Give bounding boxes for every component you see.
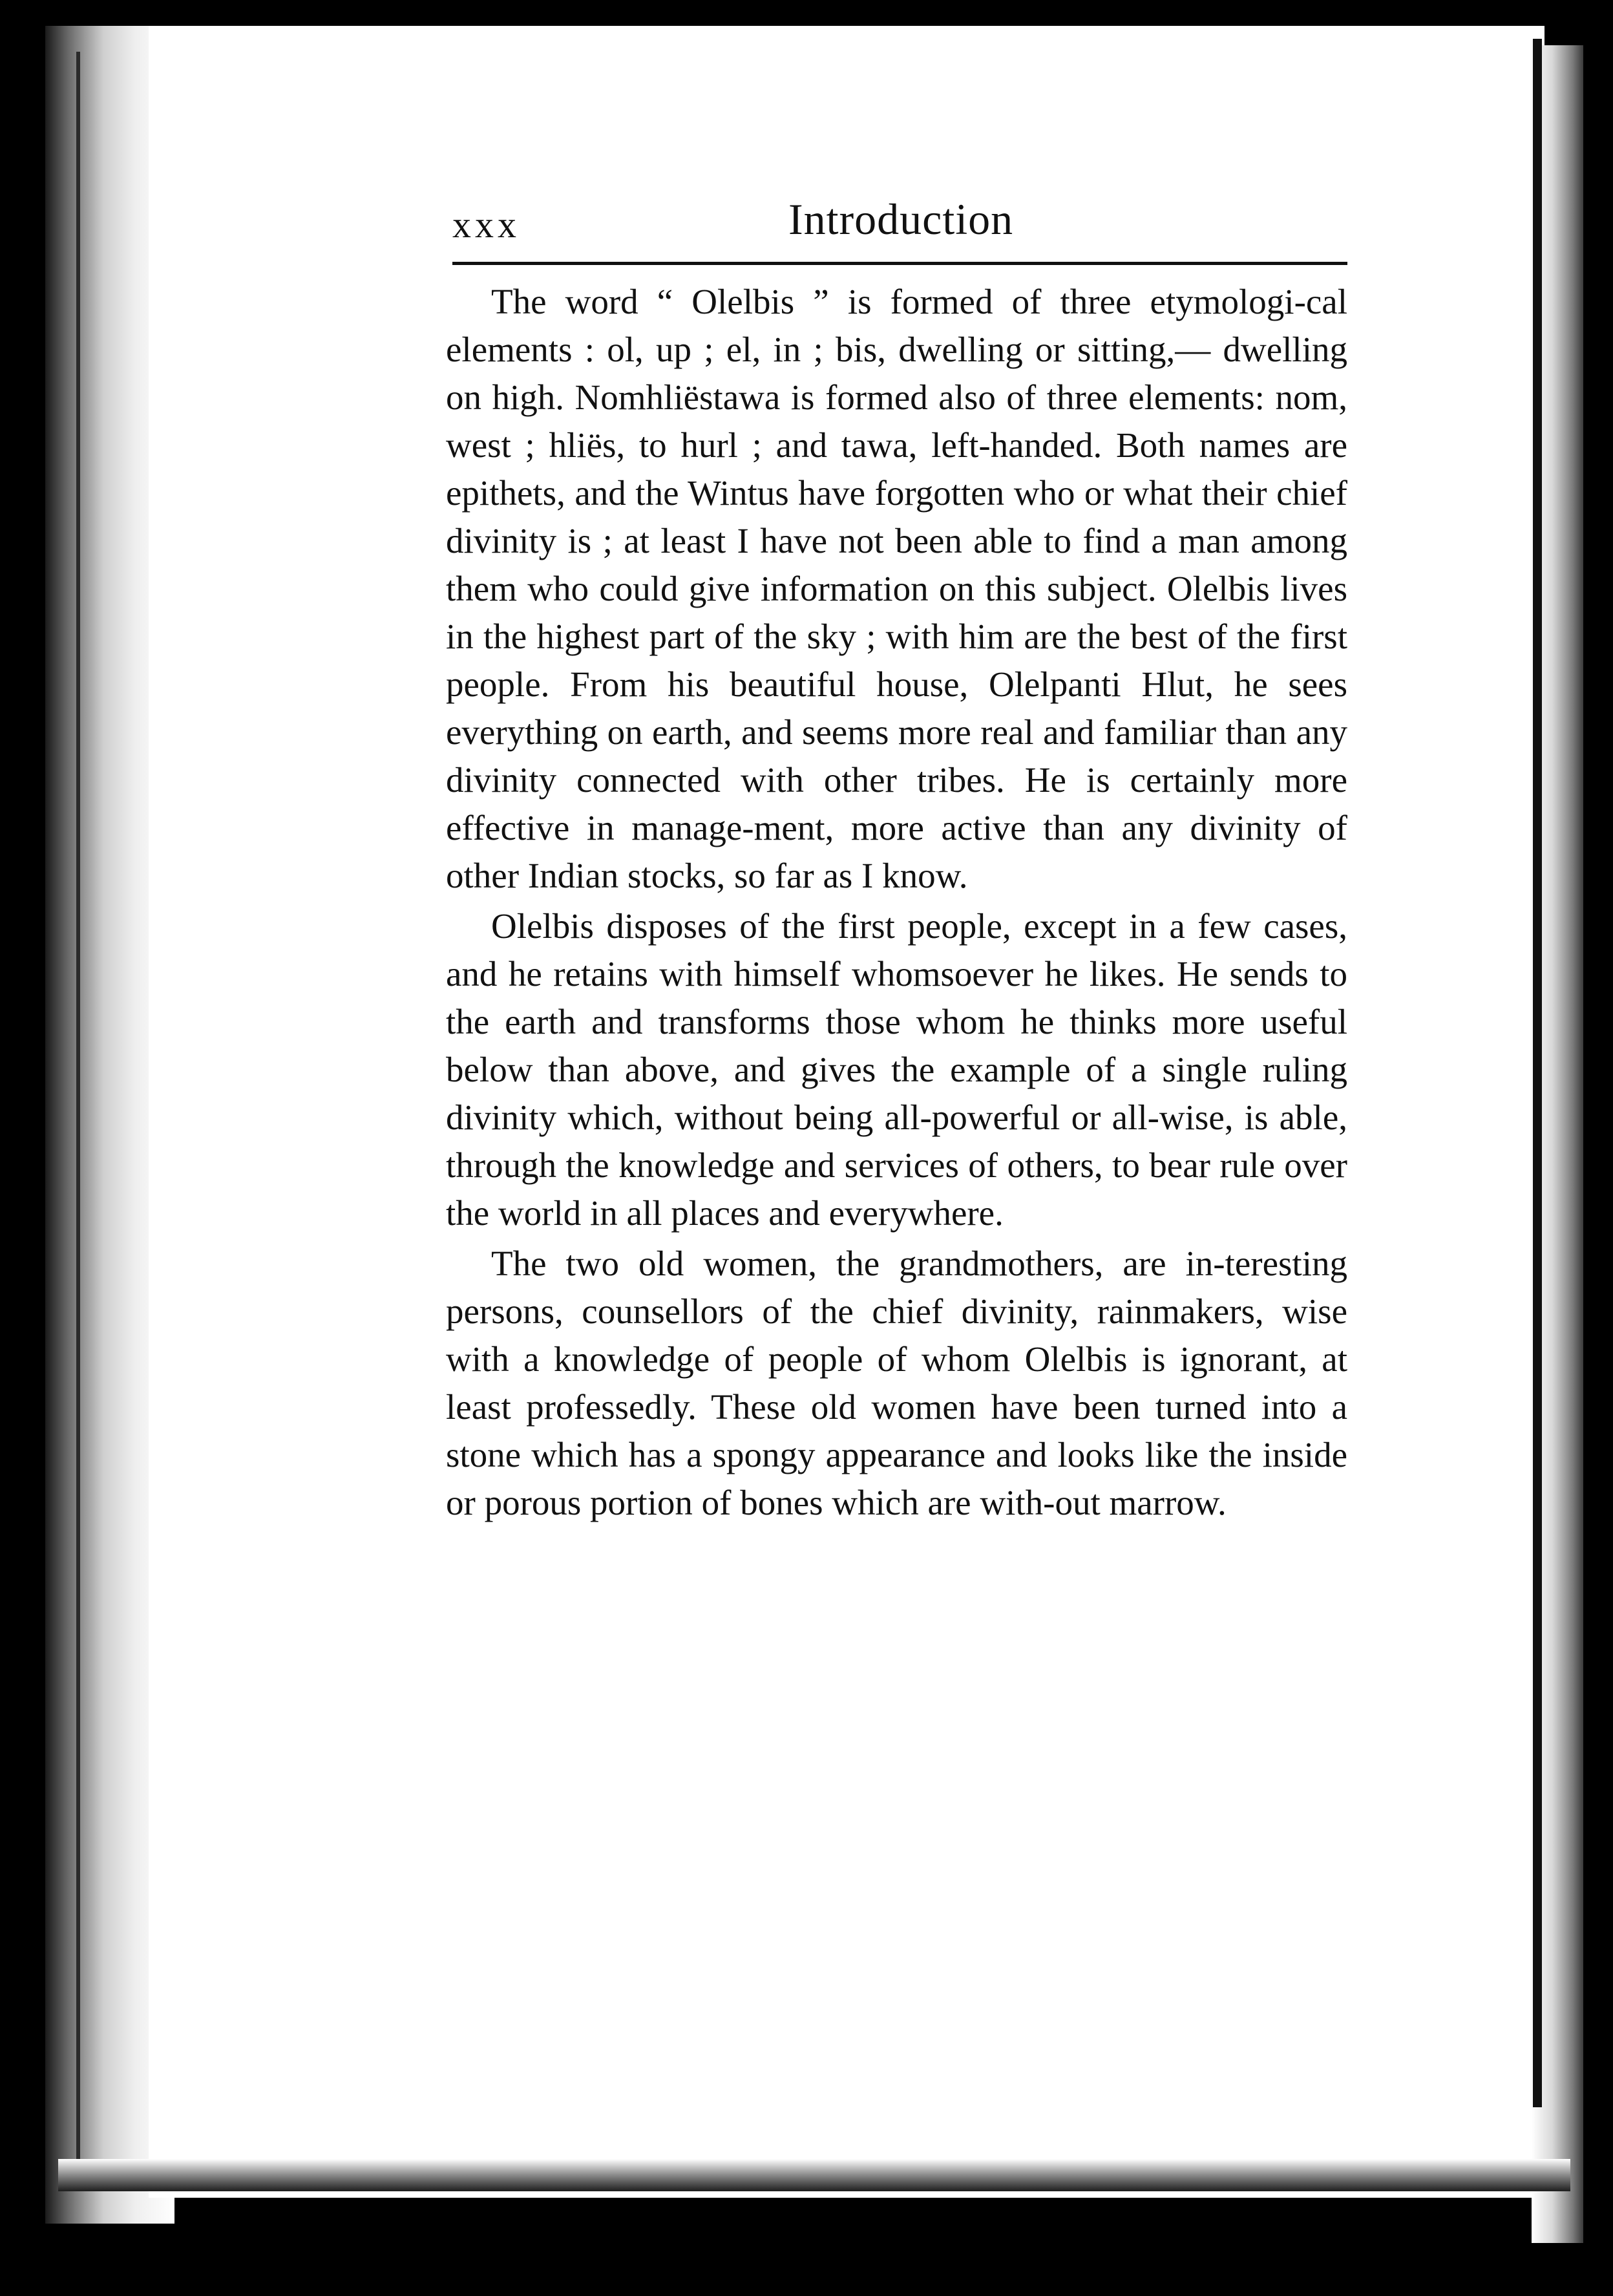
running-header bbox=[452, 194, 1347, 252]
gutter-shadow-line bbox=[76, 52, 80, 2159]
paragraph-3: The two old women, the grandmothers, are in-teresting persons, counsellors of the chief divinity, rainmakers, wise with a knowledge of people of whom Olelbis is ignorant, at least professedly. These old women have been turned into a stone which has a spongy appearance and looks like the inside or porous portion of bones which are with-out marrow. bbox=[446, 1244, 1347, 1522]
paragraph-1: The word “ Olelbis ” is formed of three etymologi-cal elements : ol, up ; el, in ; bis, dwelling or sitting,— dwelling on high. Nomhliëstawa is formed also of three elements: nom, west ; hliës, to hurl ; and tawa, left-handed. Both names are epithets, and the Wintus have forgotten who or what their chief divinity is ; at least I have not been able to find a man among them who could give information on this subject. Olelbis lives in the highest part of the sky ; with him are the best of the first people. From his beautiful house, Olelpanti Hlut, he sees everything on earth, and seems more real and familiar than any divinity connected with other tribes. He is certainly more effective in manage-ment, more active than any divinity of other Indian stocks, so far as I know. bbox=[446, 282, 1347, 895]
page-number: xxx bbox=[452, 204, 520, 246]
page-bottom-edge bbox=[58, 2159, 1570, 2191]
body-text bbox=[446, 278, 1347, 1529]
header-rule bbox=[452, 262, 1347, 265]
running-title: Introduction bbox=[788, 195, 1014, 244]
paragraph-2: Olelbis disposes of the first people, except in a few cases, and he retains with himself whomsoever he likes. He sends to the earth and transforms those whom he thinks more useful below than above, and gives the example of a single ruling divinity which, without being all-powerful or all-wise, is able, through the knowledge and services of others, to bear rule over the world in all places and everywhere. bbox=[446, 906, 1347, 1233]
page-edge-shadow bbox=[1533, 39, 1542, 2107]
